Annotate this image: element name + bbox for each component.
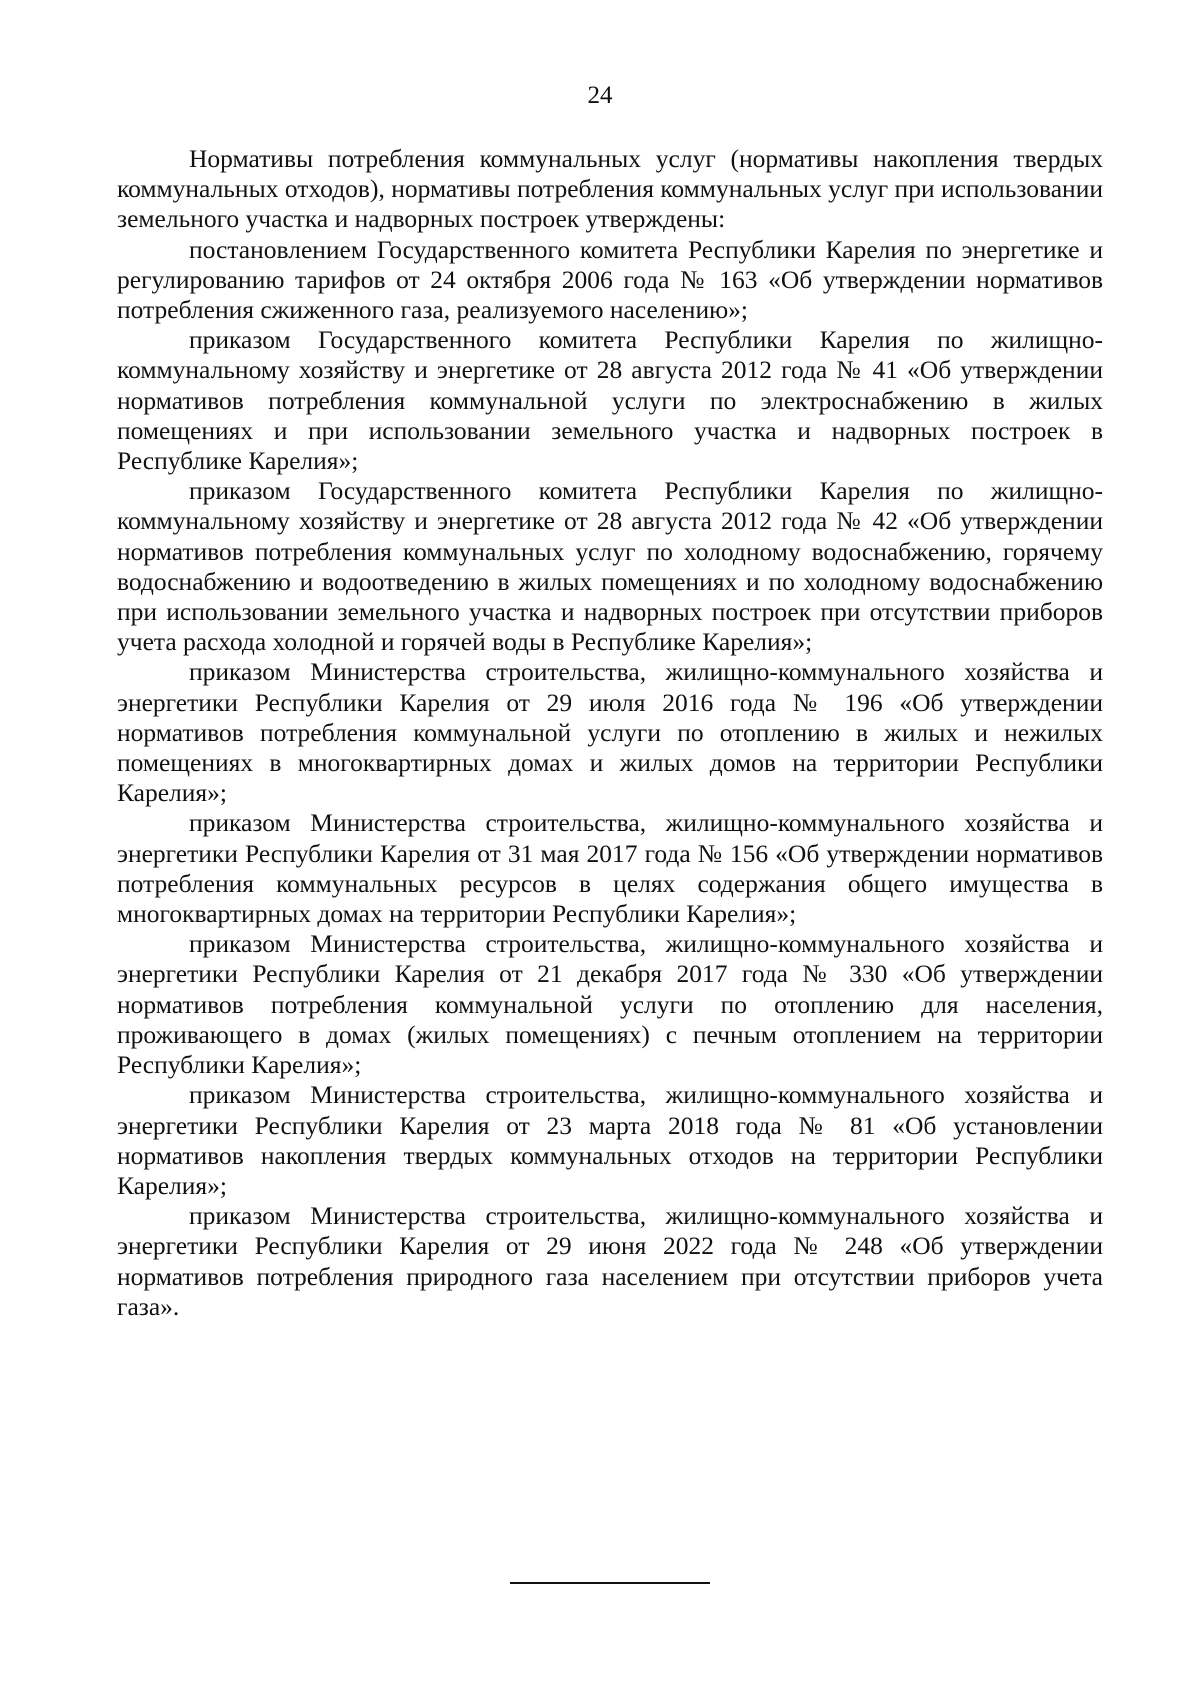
end-separator-line [510,1582,710,1584]
paragraph-order-2017-330: приказом Министерства строительства, жилищно-коммунального хозяйства и энергетики Республики Карелия от 21 декабря 2017 года № 330 «Об утверждении нормативов потребления коммунальной услуги по отоплению для населения, проживающего в домах (жилых помещениях) с печным отоплением на территории Республики Карелия»; [117,929,1103,1080]
paragraph-order-2018-81: приказом Министерства строительства, жилищно-коммунального хозяйства и энергетики Республики Карелия от 23 марта 2018 года № 81 «Об установлении нормативов накопления твердых коммунальных отходов на территории Республики Карелия»; [117,1080,1103,1200]
page-number: 24 [587,82,613,109]
paragraph-order-2016-196: приказом Министерства строительства, жилищно-коммунального хозяйства и энергетики Республики Карелия от 29 июля 2016 года № 196 «Об утверждении нормативов потребления коммунальной услуги по отоплению в жилых и нежилых помещениях в многоквартирных домах и жилых домов на территории Республики Карелия»; [117,657,1103,808]
paragraph-regulation-2006-163: постановлением Государственного комитета Республики Карелия по энергетике и регулированию тарифов от 24 октября 2006 года № 163 «Об утверждении нормативов потребления сжиженного газа, реализуемого населению»; [117,234,1103,325]
document-body [117,144,1103,1322]
paragraph-order-2012-41: приказом Государственного комитета Республики Карелия по жилищно-коммунальному хозяйству и энергетике от 28 августа 2012 года № 41 «Об утверждении нормативов потребления коммунальной услуги по электроснабжению в жилых помещениях и при использовании земельного участка и надворных построек в Республике Карелия»; [117,325,1103,476]
paragraph-intro: Нормативы потребления коммунальных услуг (нормативы накопления твердых коммунальных отходов), нормативы потребления коммунальных услуг при использовании земельного участка и надворных построек утверждены: [117,144,1103,234]
paragraph-order-2017-156: приказом Министерства строительства, жилищно-коммунального хозяйства и энергетики Республики Карелия от 31 мая 2017 года № 156 «Об утверждении нормативов потребления коммунальных ресурсов в целях содержания общего имущества в многоквартирных домах на территории Республики Карелия»; [117,808,1103,929]
paragraph-order-2022-248: приказом Министерства строительства, жилищно-коммунального хозяйства и энергетики Республики Карелия от 29 июня 2022 года № 248 «Об утверждении нормативов потребления природного газа населением при отсутствии приборов учета газа». [117,1201,1103,1321]
paragraph-order-2012-42: приказом Государственного комитета Республики Карелия по жилищно-коммунальному хозяйству и энергетике от 28 августа 2012 года № 42 «Об утверждении нормативов потребления коммунальных услуг по холодному водоснабжению, горячему водоснабжению и водоотведению в жилых помещениях и по холодному водоснабжению при использовании земельного участка и надворных построек при отсутствии приборов учета расхода холодной и горячей воды в Республике Карелия»; [117,476,1103,657]
